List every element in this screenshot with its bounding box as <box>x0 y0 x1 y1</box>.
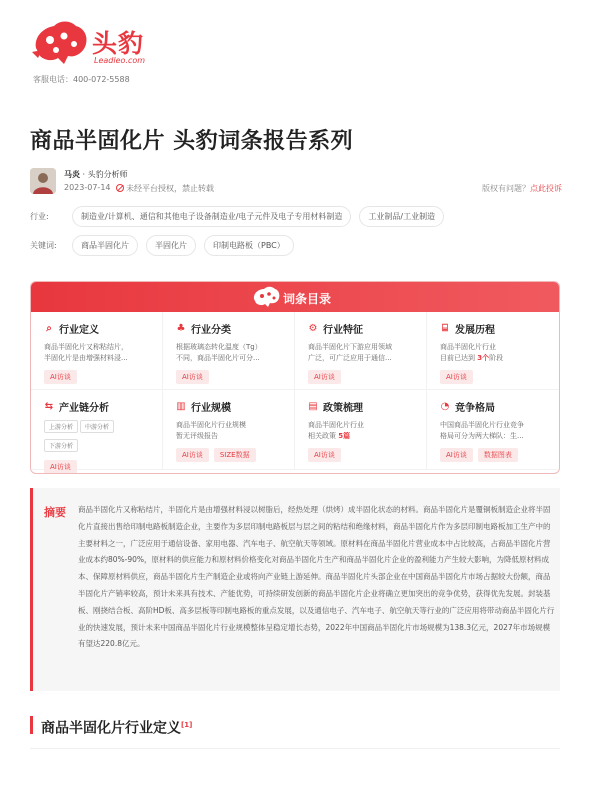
brand-site: Leadleo.com <box>94 56 146 65</box>
page-title: 商品半固化片 头豹词条报告系列 <box>30 129 354 154</box>
ai-interview-pill[interactable]: AI访谈 <box>44 460 77 474</box>
copyright-notice <box>116 183 214 194</box>
article-meta <box>30 168 570 198</box>
toc-title: 词条目录 <box>283 292 332 306</box>
upstream-pill[interactable]: 上游分析 <box>44 420 78 433</box>
toc-item-title: 竞争格局 <box>455 403 495 414</box>
toc-item-title: 发展历程 <box>455 325 495 336</box>
toc-item-title: 行业规模 <box>191 403 231 414</box>
toc-item-desc: 根据玻璃态转化温度（Tg） 不同，商品半固化片可分... <box>176 343 262 362</box>
footnote-ref[interactable]: [1] <box>181 721 193 729</box>
timeline-icon: ⌸ <box>442 322 448 334</box>
ai-interview-pill[interactable]: AI访谈 <box>44 370 77 384</box>
leopard-logo-icon[interactable] <box>30 18 90 70</box>
toc-item-desc-text: 商品半固化片行业 目前已达到 <box>440 343 496 362</box>
author-role: · 头豹分析师 <box>80 170 128 179</box>
toc-item-desc <box>440 342 547 364</box>
toc-item-title: 行业定义 <box>59 325 99 336</box>
no-entry-icon <box>116 184 124 192</box>
toc-item-history[interactable] <box>427 312 559 390</box>
avatar[interactable] <box>30 168 56 194</box>
ai-interview-pill[interactable]: AI访谈 <box>440 370 473 384</box>
toc-item-title: 产业链分析 <box>59 403 109 414</box>
copyright-notice-text: 未经平台授权，禁止转载 <box>126 184 214 193</box>
copyright-question: 版权有问题？ <box>482 184 530 193</box>
keywords-row <box>30 235 302 256</box>
brand-name: 头豹 <box>92 29 145 58</box>
keyword-tag[interactable]: 商品半固化片 <box>72 235 138 256</box>
toc-item-features[interactable] <box>295 312 427 390</box>
midstream-pill[interactable]: 中游分析 <box>80 420 114 433</box>
report-link[interactable]: 点此投诉 <box>530 184 562 193</box>
toc-item-chain[interactable] <box>31 390 163 470</box>
service-phone: 客服电话：400-072-5588 <box>33 75 130 84</box>
toc-item-policy[interactable] <box>295 390 427 470</box>
ai-interview-pill[interactable]: AI访谈 <box>308 370 341 384</box>
toc-item-title: 行业特征 <box>323 325 363 336</box>
keyword-tag[interactable]: 半固化片 <box>146 235 196 256</box>
toc-item-title: 政策梳理 <box>323 403 363 414</box>
author-line <box>64 169 128 180</box>
toc-item-desc-text: 商品半固化片行业 相关政策 <box>308 421 364 440</box>
gear-icon: ⚙ <box>308 322 318 334</box>
ai-interview-pill[interactable]: AI访谈 <box>176 448 209 462</box>
policy-doc-icon: ▤ <box>308 400 318 412</box>
toc-item-desc-suffix: 阶段 <box>489 354 504 362</box>
industry-label: 行业: <box>30 212 49 221</box>
toc-panel <box>30 281 560 474</box>
ai-interview-pill[interactable]: AI访谈 <box>176 370 209 384</box>
toc-header <box>31 282 559 312</box>
author-name[interactable]: 马炎 <box>64 170 80 179</box>
section-title: 商品半固化片行业定义 <box>41 720 181 737</box>
downstream-pill[interactable]: 下游分析 <box>44 439 78 452</box>
bar-chart-icon: ▥ <box>176 400 186 412</box>
copyright-report <box>482 183 562 194</box>
toc-item-desc: 商品半固化片行业规模 暂无评级报告 <box>176 421 246 440</box>
toc-item-definition[interactable] <box>31 312 163 390</box>
toc-item-desc: 商品半固化片下游应用领域 广泛，可广泛应用于通信... <box>308 343 392 362</box>
toc-item-desc <box>308 420 414 442</box>
industry-row <box>30 206 452 227</box>
keywords-label: 关键词: <box>30 241 57 250</box>
keyword-tag[interactable]: 印制电路板（PBC） <box>204 235 294 256</box>
toc-grid <box>31 312 559 470</box>
search-doc-icon: ⌕ <box>46 322 52 334</box>
toc-item-competition[interactable] <box>427 390 559 470</box>
toc-item-desc: 中国商品半固化片行业竞争 格局可分为两大梯队：生... <box>440 421 524 440</box>
publish-date: 2023-07-14 <box>64 183 111 192</box>
ai-interview-pill[interactable]: AI访谈 <box>308 448 341 462</box>
toc-item-title: 行业分类 <box>191 325 231 336</box>
section-divider <box>30 748 560 749</box>
abstract-label: 摘要 <box>44 506 66 519</box>
hierarchy-icon: ♣ <box>176 322 186 334</box>
chain-pills <box>44 414 150 452</box>
header <box>30 18 570 86</box>
abstract-box <box>30 488 560 691</box>
pie-chart-icon: ◔ <box>440 400 450 412</box>
toc-item-scale[interactable] <box>163 390 295 470</box>
policy-count: 5篇 <box>338 432 351 440</box>
abstract-text: 商品半固化片又称粘结片，半固化片是由增强材料浸以树脂后，经热处理（烘烤）成半固化状态的材料。商品半固化片是覆铜板制造企业将半固化片直接出售给印制电路板制造企业，主要作为多层印制电路板层与层之间的粘结和绝缘材料，商品半固化片作为多层印制电路板加工生产中的主要材料之一，广泛应用于通信设备、家用电器、汽车电子、航空航天等领域。原材料在商品半固化片营业成本中占比较高，占商品半固化片营业成本约80%-90%，原材料的供应能力和原材料价格变化对商品半固化片生产和商品半固化片企业的盈利能力产生较大影响，为降低原材料成本、保障原材料供应，商品半固化片生产制造企业或将向产业链上游延伸。商品半固化片头部企业在中国商品半固化片市场占据较大份额，商品半固化片产销率较高，预计未来具有技术、产能优势，可持续研发创新的商品半固化片企业将确立更加突出的竞争优势，获得优先发展。封装基板、刚挠结合板、高阶HD板、高多层板等印制电路板的重点发展，以及通信电子、汽车电子、航空航天等行业的广泛应用将带动商品半固化片行业的快速发展，预计未来中国商品半固化片行业规模整体呈稳定增长态势，2022年中国商品半固化片市场规模为138.3亿元，2027年市场规模有望达220.8亿元。 <box>78 505 555 649</box>
industry-tag[interactable]: 制造业/计算机、通信和其他电子设备制造业/电子元件及电子专用材料制造 <box>72 206 351 227</box>
data-chart-pill[interactable]: 数据图表 <box>478 448 518 462</box>
ai-interview-pill[interactable]: AI访谈 <box>440 448 473 462</box>
industry-tag[interactable]: 工业制品/工业制造 <box>359 206 444 227</box>
leopard-logo-icon <box>251 285 281 309</box>
chain-arrows-icon: ⇆ <box>44 400 54 412</box>
toc-item-desc: 商品半固化片又称粘结片， 半固化片是由增强材料浸... <box>44 343 128 362</box>
section-heading <box>30 716 193 737</box>
size-data-pill[interactable]: SIZE数据 <box>214 448 256 462</box>
stage-count: 3个 <box>477 354 490 362</box>
toc-item-classification[interactable] <box>163 312 295 390</box>
